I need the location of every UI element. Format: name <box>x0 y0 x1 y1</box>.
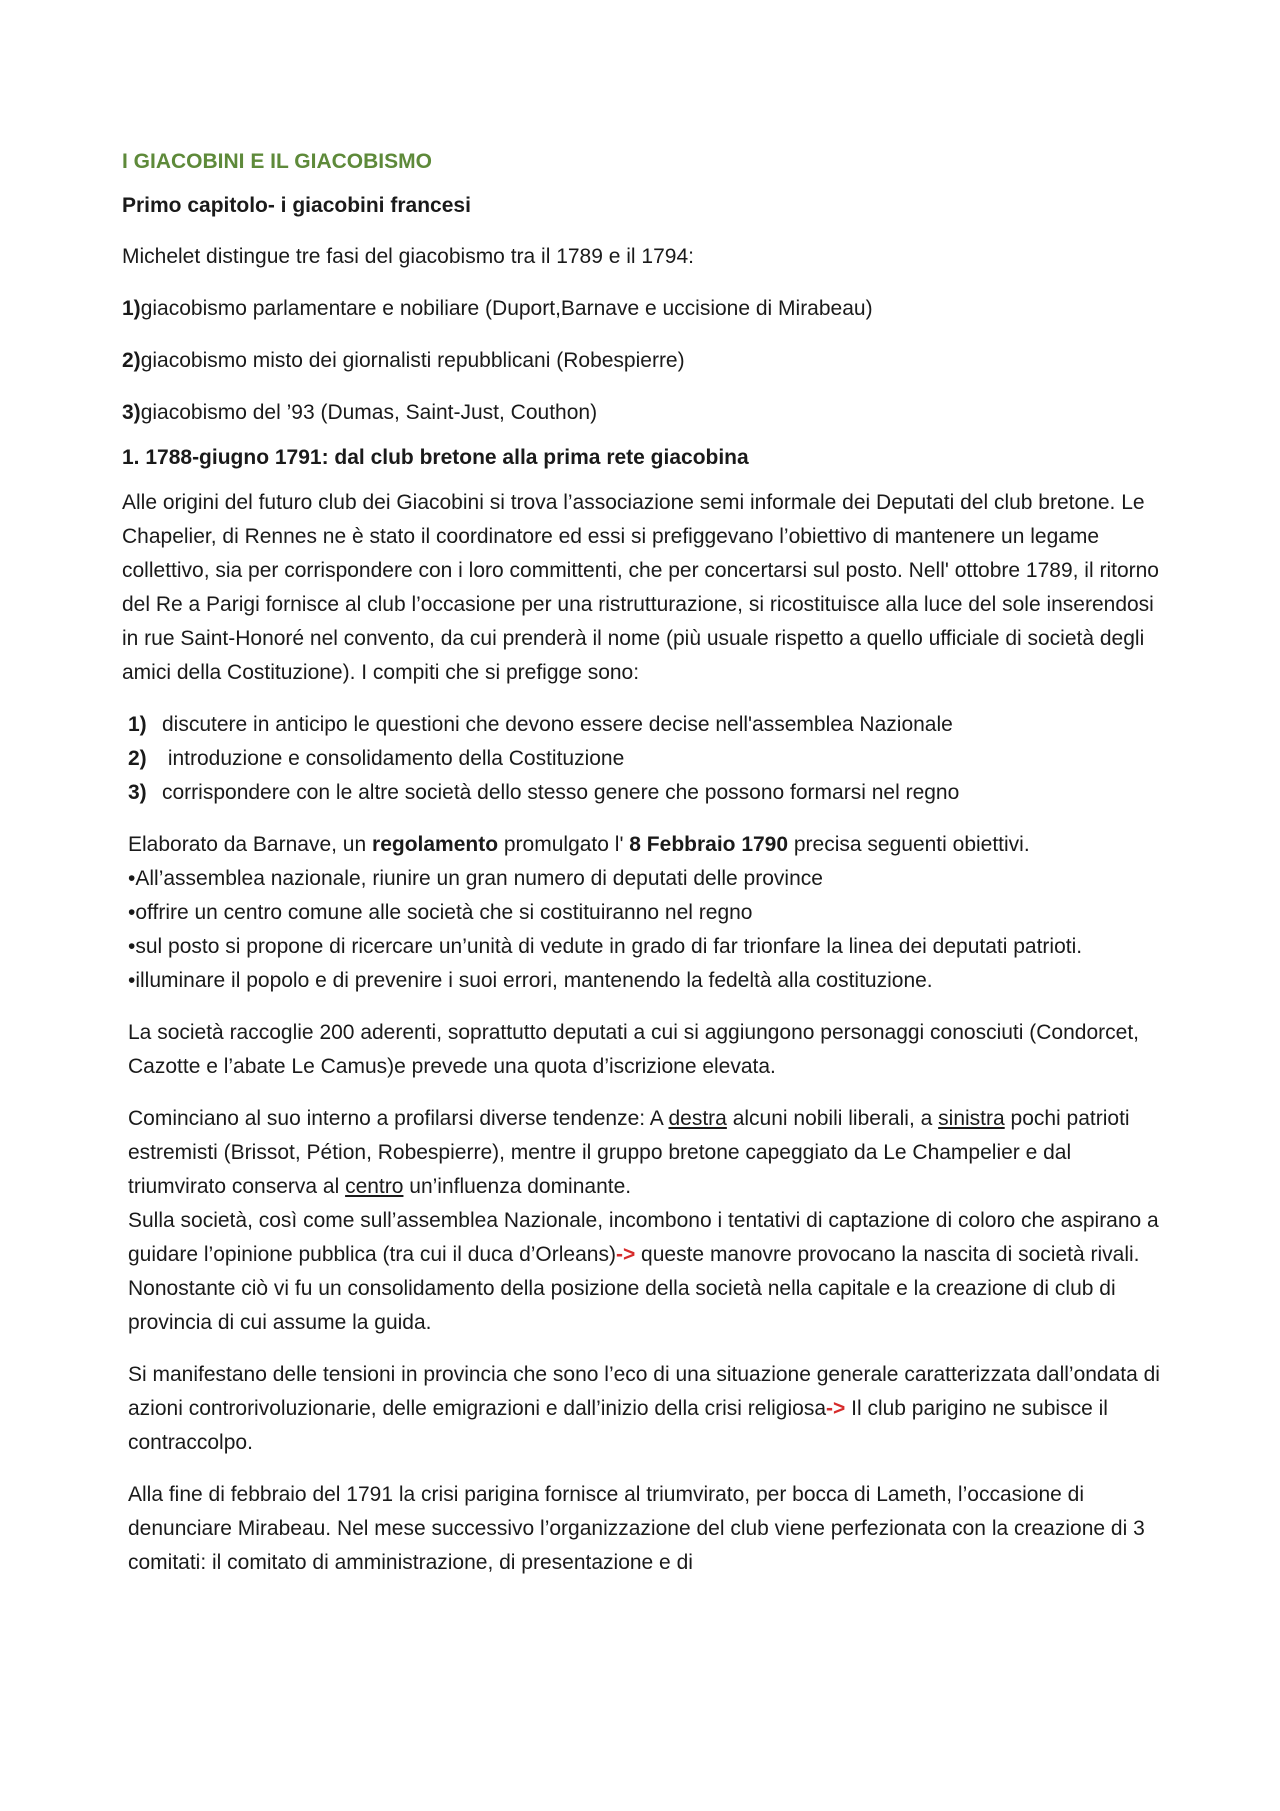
chapter-subtitle: Primo capitolo- i giacobini francesi <box>122 194 471 217</box>
paragraph-crisis: Alla fine di febbraio del 1791 la crisi parigina fornisce al triumvirato, per bocca di Lameth, l’occasione di denunciare Mirabeau. Nel mese successivo l’organizzazione del club viene perfezionata con la creazione di 3 comitati: il comitato di amministrazione, di presentazione e di <box>128 1483 1145 1574</box>
list-number: 3) <box>128 781 147 804</box>
phase-item <box>122 396 1160 430</box>
text-run: Si manifestano delle tensioni in provincia che sono l’eco di una situazione generale caratterizzata dall’ondata di azioni controrivoluzionarie, delle emigrazioni e dall’inizio della crisi religiosa <box>128 1363 1160 1420</box>
bullet-item: •offrire un centro comune alle società che si costituiranno nel regno <box>128 901 753 924</box>
text-run: pochi patrioti estremisti (Brissot, Pétion, Robespierre), mentre il gruppo bretone capeggiato da Le Champelier e dal triumvirato conserva al <box>128 1107 1130 1198</box>
text-run: queste manovre provocano la nascita di società rivali. Nonostante ciò vi fu un consolidamento della posizione della società nella capitale e la creazione di club di provincia di cui assume la guida. <box>128 1243 1140 1334</box>
bullet-item: •sul posto si propone di ricercare un’unità di vedute in grado di far trionfare la linea dei deputati patrioti. <box>128 935 1083 958</box>
section-heading: 1. 1788-giugno 1791: dal club bretone alla prima rete giacobina <box>122 446 749 469</box>
list-number: 1) <box>128 713 147 736</box>
text-run: precisa seguenti obiettivi. <box>788 833 1030 856</box>
list-item <box>128 742 1160 776</box>
phase-text: giacobismo del ’93 (Dumas, Saint-Just, Couthon) <box>140 401 598 424</box>
bullet-item: •illuminare il popolo e di prevenire i suoi errori, mantenendo la fedeltà alla costituzione. <box>128 969 933 992</box>
objectives-list <box>122 862 1160 998</box>
intro-paragraph: Michelet distingue tre fasi del giacobismo tra il 1789 e il 1794: <box>122 245 694 268</box>
document-title: I GIACOBINI E IL GIACOBISMO <box>122 150 432 173</box>
tasks-list <box>122 708 1160 810</box>
list-text: discutere in anticipo le questioni che devono essere decise nell'assemblea Nazionale <box>162 713 953 736</box>
bold-text: regolamento <box>372 833 499 856</box>
phase-number: 2) <box>122 349 141 372</box>
list-text: introduzione e consolidamento della Costituzione <box>162 747 625 770</box>
text-run: Sulla società, così come sull’assemblea Nazionale, incombono i tentativi di captazione di coloro che aspirano a guidare l’opinione pubblica (tra cui il duca d’Orleans) <box>128 1209 1159 1266</box>
phase-item <box>122 292 1160 326</box>
list-text: corrispondere con le altre società dello stesso genere che possono formarsi nel regno <box>162 781 960 804</box>
regulation-paragraph <box>122 828 1160 862</box>
text-run: Il club parigino ne subisce il contraccolpo. <box>128 1397 1108 1454</box>
paragraph-tendencies <box>122 1102 1160 1340</box>
underlined-text: centro <box>345 1175 404 1198</box>
arrow-icon: -> <box>615 1243 636 1266</box>
list-item <box>128 708 1160 742</box>
phase-text: giacobismo parlamentare e nobiliare (Duport,Barnave e uccisione di Mirabeau) <box>140 297 873 320</box>
text-run: Elaborato da Barnave, un <box>128 833 373 856</box>
phase-number: 3) <box>122 401 141 424</box>
text-run: promulgato l' <box>498 833 630 856</box>
phase-number: 1) <box>122 297 141 320</box>
underlined-text: sinistra <box>938 1107 1005 1130</box>
text-run: Cominciano al suo interno a profilarsi diverse tendenze: A <box>128 1107 669 1130</box>
bullet-item: •All’assemblea nazionale, riunire un gran numero di deputati delle province <box>128 867 823 890</box>
phase-item <box>122 344 1160 378</box>
bold-text: 8 Febbraio 1790 <box>629 833 789 856</box>
underlined-text: destra <box>668 1107 727 1130</box>
text-run: un’influenza dominante. <box>403 1175 632 1198</box>
list-item <box>128 776 1160 810</box>
paragraph-tensions <box>122 1358 1160 1460</box>
phase-text: giacobismo misto dei giornalisti repubblicani (Robespierre) <box>140 349 685 372</box>
paragraph-origins: Alle origini del futuro club dei Giacobini si trova l’associazione semi informale dei Deputati del club bretone. Le Chapelier, di Rennes ne è stato il coordinatore ed essi si prefiggevano l’obiettivo di mantenere un legame collettivo, sia per corrispondere con i loro committenti, che per concertarsi sul posto. Nell' ottobre 1789, il ritorno del Re a Parigi fornisce al club l’occasione per una ristrutturazione, si ricostituisce alla luce del sole inserendosi in rue Saint-Honoré nel convento, da cui prenderà il nome (più usuale rispetto a quello ufficiale di società degli amici della Costituzione). I compiti che si prefigge sono: <box>122 491 1159 684</box>
paragraph-members: La società raccoglie 200 aderenti, soprattutto deputati a cui si aggiungono personaggi conosciuti (Condorcet, Cazotte e l’abate Le Camus)e prevede una quota d’iscrizione elevata. <box>128 1021 1139 1078</box>
text-run: alcuni nobili liberali, a <box>726 1107 939 1130</box>
list-number: 2) <box>128 747 147 770</box>
arrow-icon: -> <box>826 1397 846 1420</box>
